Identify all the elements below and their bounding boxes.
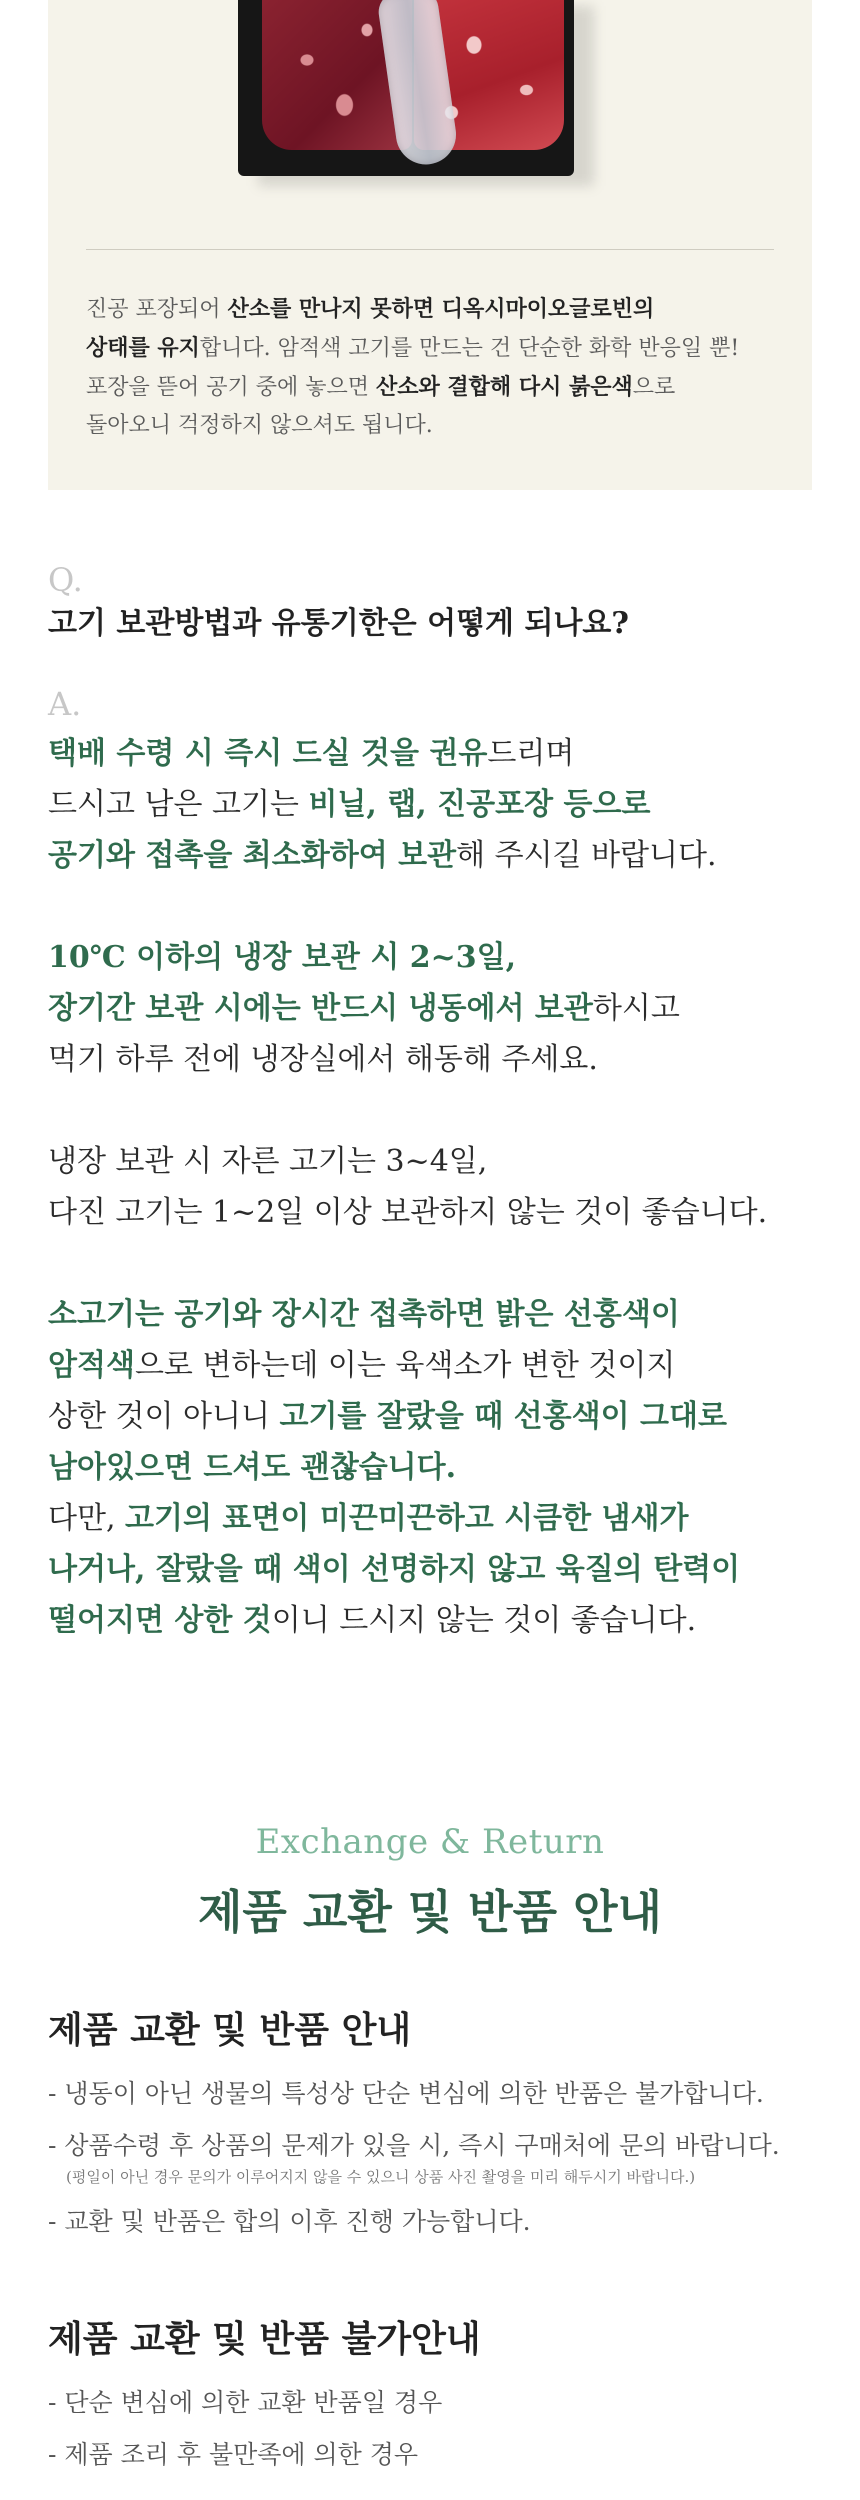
answer-line [48, 830, 828, 881]
policy-item-text: - 냉동이 아닌 생물의 특성상 단순 변심에 의한 반품은 불가합니다. [48, 2079, 764, 2108]
text-run: 드리며 [487, 736, 575, 771]
answer-line [48, 1187, 828, 1238]
text-run: 다만, [48, 1501, 126, 1536]
answer-paragraph [48, 1289, 828, 1646]
vacuum-packed-meat-image [238, 0, 574, 176]
caption-line [86, 407, 786, 445]
text-run: 고기의 표면이 미끈미끈하고 시큼한 냄새가 [125, 1501, 689, 1536]
text-run: 으로 [632, 375, 676, 400]
text-run: 다진 고기는 1~2일 이상 보관하지 않는 것이 좋습니다. [48, 1195, 768, 1230]
restriction-list [48, 2385, 828, 2473]
text-run: 공기와 접촉을 최소화하여 보관 [48, 838, 457, 873]
text-run: 10℃ 이하의 냉장 보관 시 2~3일, [48, 940, 517, 975]
answer-paragraph [48, 932, 828, 1085]
faq-answer [48, 728, 828, 1646]
policy-item [48, 2128, 828, 2188]
faq-question: 고기 보관방법과 유통기한은 어떻게 되나요? [48, 606, 629, 641]
product-photo-card [48, 0, 812, 490]
text-run: 합니다. 암적색 고기를 만드는 건 단순한 화학 반응일 뿐! [199, 336, 740, 361]
text-run: 산소를 만나지 못하면 디옥시마이오글로빈의 [227, 296, 655, 322]
exchange-title-ko: 제품 교환 및 반품 안내 [198, 1885, 662, 1939]
text-run: 먹기 하루 전에 냉장실에서 해동해 주세요. [48, 1042, 598, 1077]
text-run: 고기를 잘랐을 때 선홍색이 그대로 [279, 1399, 727, 1434]
text-run: 택배 수령 시 즉시 드실 것을 권유 [48, 736, 488, 771]
restriction-item [48, 2437, 828, 2473]
text-run: 상한 것이 아니니 [48, 1399, 280, 1434]
caption-line [86, 368, 786, 407]
answer-line [48, 1391, 828, 1442]
answer-line [48, 1544, 828, 1595]
exchange-policy-section [48, 2006, 828, 2256]
answer-line [48, 1289, 828, 1340]
answer-line [48, 1595, 828, 1646]
text-run: 산소와 결합해 다시 붉은색 [376, 374, 633, 400]
faq-storage [48, 560, 828, 1646]
answer-line [48, 1034, 828, 1085]
policy-item-note: (평일이 아닌 경우 문의가 이루어지지 않을 수 있으니 상품 사진 촬영을 미리 해두시기 바랍니다.) [66, 2168, 696, 2186]
policy-item [48, 2076, 828, 2112]
photo-caption [86, 290, 786, 445]
answer-line [48, 779, 828, 830]
text-run: 돌아오니 걱정하지 않으셔도 됩니다. [86, 413, 433, 438]
text-run: 떨어지면 상한 것 [48, 1603, 272, 1638]
answer-mark-label: A. [48, 685, 82, 723]
caption-divider [86, 249, 774, 250]
restriction-item-text: - 제품 조리 후 불만족에 의한 경우 [48, 2440, 419, 2469]
policy-item-text: - 교환 및 반품은 합의 이후 진행 가능합니다. [48, 2207, 531, 2236]
caption-line [86, 290, 786, 329]
text-run: 나거나, 잘랐을 때 색이 선명하지 않고 육질의 탄력이 [48, 1552, 741, 1587]
text-run: 냉장 보관 시 자른 고기는 3~4일, [48, 1144, 488, 1179]
answer-line [48, 1340, 828, 1391]
answer-line [48, 1442, 828, 1493]
restriction-item [48, 2385, 828, 2421]
text-run: 해 주시길 바랍니다. [456, 838, 717, 873]
text-run: 암적색 [48, 1348, 135, 1383]
text-run: 드시고 남은 고기는 [48, 787, 309, 822]
text-run: 소고기는 공기와 장시간 접촉하면 밝은 선홍색이 [48, 1297, 680, 1332]
policy-list [48, 2076, 828, 2240]
text-run: 상태를 유지 [86, 335, 200, 361]
text-run: 으로 변하는데 이는 육색소가 변한 것이지 [134, 1348, 676, 1383]
restriction-item-text: - 단순 변심에 의한 교환 반품일 경우 [48, 2388, 443, 2417]
answer-paragraph [48, 728, 828, 881]
section-title: 제품 교환 및 반품 불가안내 [48, 2318, 481, 2360]
text-run: 비닐, 랩, 진공포장 등으로 [308, 787, 651, 822]
text-run: 하시고 [592, 991, 680, 1026]
answer-line [48, 728, 828, 779]
text-run: 남아있으면 드셔도 괜찮습니다. [48, 1450, 457, 1485]
question-mark-label: Q. [48, 561, 83, 599]
exchange-restriction-section [48, 2315, 828, 2489]
text-run: 이니 드시지 않는 것이 좋습니다. [271, 1603, 697, 1638]
section-title: 제품 교환 및 반품 안내 [48, 2009, 412, 2051]
answer-line [48, 1493, 828, 1544]
answer-paragraph [48, 1136, 828, 1238]
exchange-title-en: Exchange & Return [255, 1822, 605, 1862]
text-run: 장기간 보관 시에는 반드시 냉동에서 보관 [48, 991, 593, 1026]
text-run: 진공 포장되어 [86, 297, 228, 322]
answer-line [48, 1136, 828, 1187]
answer-line [48, 983, 828, 1034]
policy-item [48, 2204, 828, 2240]
text-run: 포장을 뜯어 공기 중에 놓으면 [86, 375, 376, 400]
answer-line [48, 932, 828, 983]
policy-item-text: - 상품수령 후 상품의 문제가 있을 시, 즉시 구매처에 문의 바랍니다. [48, 2131, 780, 2160]
caption-line [86, 329, 786, 368]
